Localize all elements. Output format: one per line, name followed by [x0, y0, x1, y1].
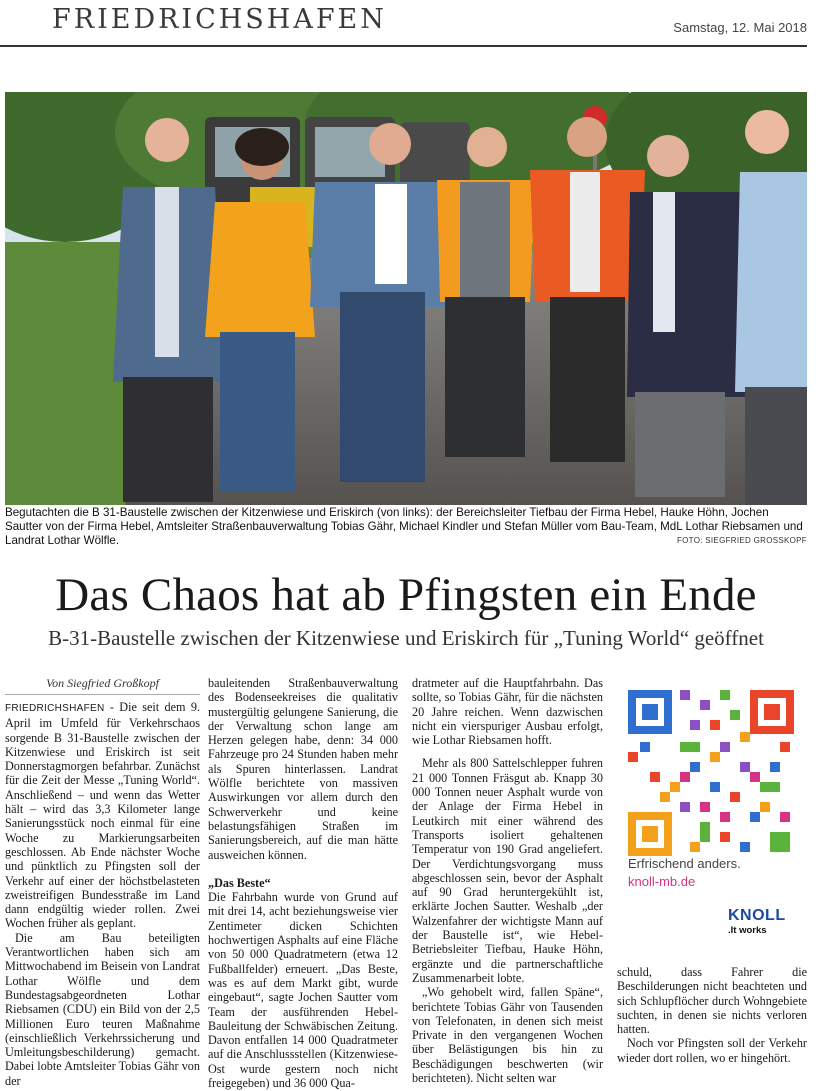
ad-url-link[interactable]: knoll-mb.de [628, 874, 696, 889]
paragraph-text: - Die seit dem 9. April im Umfeld für Verkehrschaos sorgende B 31-Baustelle zwischen der Kitzenwiese und Eriskirch ist seit Donnerstagmorgen befahrbar. Zunächst für die Zeit der Messe „Tuning World“. Anschließend – und wenn das Wetter hält – wird das 3,3 Kilometer lange Sanierungsstück noch einmal für eine Woche zu Markierungsarbeiten geschlossen. Ab Ende nächster Woche und pünktlich zu Pfingsten soll der Verkehr auf einer der höchstbelasteten zweistreifigen Bundesstraße im Land dann endgültig wieder rollen. Zwei Wochen früher als geplant. [5, 700, 200, 931]
advertisement-graphic [628, 690, 794, 856]
article-column-1 [5, 700, 200, 1088]
article-headline: Das Chaos hat ab Pfingsten ein Ende [55, 569, 757, 621]
knoll-tagline: .It works [728, 925, 767, 936]
paragraph: dratmeter auf die Hauptfahrbahn. Das sollte, so Tobias Gähr, für die nächsten 20 Jahre reichen. Wenn dazwischen nicht ein vierspuriger Ausbau erfolgt, wie Lothar Riebsamen hofft. [412, 676, 603, 748]
paragraph: „Wo gehobelt wird, fallen Späne“, berichtete Tobias Gähr von Tausenden von Telefonaten, in denen sich meist Private in den vergangenen Wochen über Belästigungen bis hin zu Beschädigungen beschwerten (wir berichteten). Nicht selten war [412, 985, 603, 1086]
group-photo-illustration [5, 92, 807, 505]
section-title: FRIEDRICHSHAFEN [52, 4, 387, 35]
paragraph [5, 700, 200, 931]
article-subheadline: B-31-Baustelle zwischen der Kitzenwiese und Eriskirch für „Tuning World“ geöffnet [48, 626, 764, 650]
header-divider [0, 45, 807, 47]
dateline: FRIEDRICHSHAFEN [5, 703, 105, 714]
paragraph: Die am Bau beteiligten Verantwortlichen haben sich am Mittwochabend im Beisein von Landrat Lothar Wölfle und dem Bundestagsabgeordneten Lothar Riebsamen (CDU) ein Bild von der 2,5 Millionen Euro teuren Maßnahme (einschließlich Verkehrssicherung und Umleitungsbeschilderung) gemacht. Dabei lobte Amtsleiter Tobias Gähr von der [5, 930, 200, 1088]
paragraph: schuld, dass Fahrer die Beschilderungen nicht beachteten und sich Schlupflöcher durch Wohngebiete suchten, in denen sie nichts verloren hatten. [617, 965, 807, 1037]
spacer [208, 862, 398, 876]
byline-divider [5, 694, 200, 695]
paragraph: Die Fahrbahn wurde von Grund auf mit drei 14, acht beziehungsweise vier Zentimeter dicken Schichten hochwertigen Asphalts auf eine Fläche von 50 000 Quadratmetern (etwa 12 Fußballfelder) erneuert. „Das Beste, was es auf dem Markt gibt, wurde eingebaut“, sagte Jochen Sautter vom Team der ausführenden Hebel-Bauleitung der Schwäbischen Zeitung. Davon entfallen 14 000 Quadratmeter auf die Anschlussstellen (Kitzenwiese-Ost wurde gestern noch nicht freigegeben) und 36 000 Qua- [208, 890, 398, 1091]
issue-date: Samstag, 12. Mai 2018 [673, 20, 807, 35]
article-column-3 [412, 676, 603, 1085]
paragraph: bauleitenden Straßenbauverwaltung des Bodenseekreises die qualitativ mustergültig gelungene Sanierung, die der Verwaltung schon lange am Herzen gelegen habe, denn: 34 000 Fahrzeuge pro 24 Stunden haben mehr als Spuren hinterlassen. Landrat Wölfle berichtete von massiven Auswirkungen vor allem durch den Schwerverkehr und keine belastungsfähigen Straßen im Sanierungsbereich, auf die man hätte ausweichen können. [208, 676, 398, 862]
spacer [412, 747, 603, 756]
qr-code-graphic [628, 690, 794, 856]
paragraph: Mehr als 800 Sattelschlepper fuhren 21 000 Tonnen Fräsgut ab. Knapp 30 000 Tonnen neuer Asphalt wurde von der Anlage der Firma Hebel in Leutkirch mit einer während des Transports isoliert gehaltenen Temperatur von 190 Grad angeliefert. Der Verdichtungsvorgang muss abgeschlossen sein, bevor der Asphalt auf 90 Grad heruntergekühlt ist, erklärte Jochen Sautter. Weshalb „der Walzenfahrer der wichtigste Mann auf der Baustelle ist“, wie Hebel-Betriebsleiter Tiefbau, Hauke Höhn, ergänzte und die partnerschaftliche Zusammenarbeit lobte. [412, 756, 603, 985]
article-photo [5, 92, 807, 505]
photo-credit: FOTO: SIEGFRIED GROSSKOPF [676, 536, 807, 545]
article-column-2 [208, 676, 398, 1090]
article-column-4 [617, 965, 807, 1065]
knoll-logo: KNOLL [728, 907, 786, 924]
photo-caption: Begutachten die B 31-Baustelle zwischen der Kitzenwiese und Eriskirch (von links): der Bereichsleiter Tiefbau der Firma Hebel, Hauke Höhn, Jochen Sautter von der Firma Hebel, Amtsleiter Straßenbauverwaltung Tobias Gähr, Michael Kindler und Stefan Müller vom Bau-Team, MdL Lothar Riebsamen und Landrat Lothar Wölfle. [5, 506, 803, 547]
byline: Von Siegfried Großkopf [46, 676, 159, 690]
paragraph: Noch vor Pfingsten soll der Verkehr wieder dort rollen, wo er hingehört. [617, 1036, 807, 1065]
section-subhead: „Das Beste“ [208, 875, 271, 890]
ad-slogan: Erfrischend anders. [628, 856, 741, 871]
